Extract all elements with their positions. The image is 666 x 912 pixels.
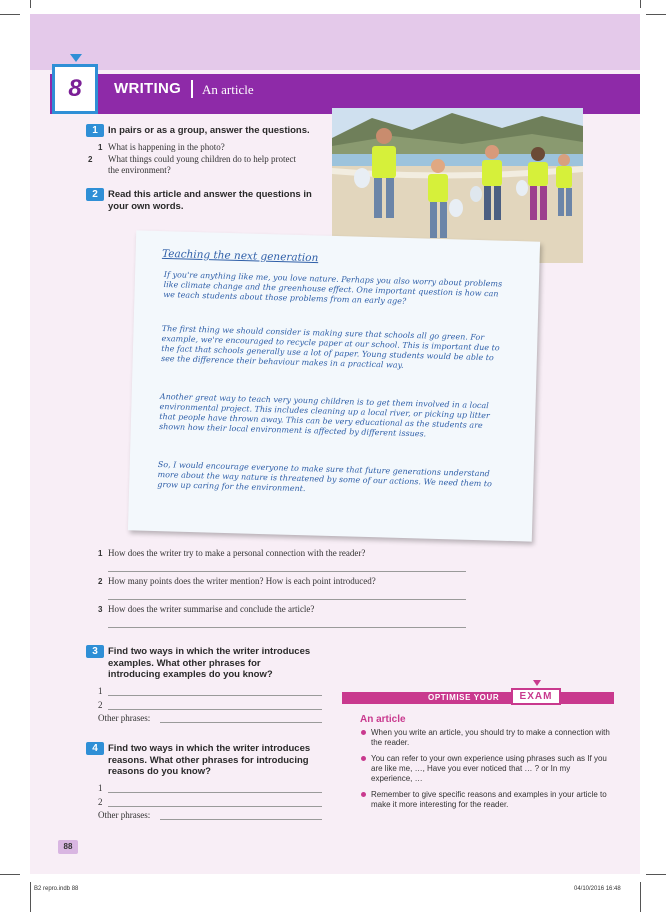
section-subtitle: An article xyxy=(202,82,254,97)
exercise-instruction: Find two ways in which the writer introduces reasons. What other phrases for introducing reasons do you know? xyxy=(108,743,311,777)
bullet-icon xyxy=(361,756,366,761)
page-number: 88 xyxy=(58,840,78,854)
article-paragraph: If you're anything like me, you love nature. Perhaps you also worry about problems like climate change and the greenhouse effect. One important question is how can we teach students about those problems from an early age? xyxy=(163,270,503,306)
exam-tip-heading: An article xyxy=(360,714,406,725)
question-text: How does the writer summarise and conclude the article? xyxy=(108,604,315,614)
crop-mark xyxy=(646,14,666,15)
title-divider xyxy=(191,80,193,98)
footer-timestamp: 04/10/2016 16:48 xyxy=(574,886,621,892)
article-paragraph: Another great way to teach very young children is to get them involved in a local environmental project. This includes cleaning up a local river, or picking up litter that people have thrown away. This can be very educational as the students are shown how their local environment is affected by different issues. xyxy=(158,392,490,439)
blank-label: 2 xyxy=(98,700,103,710)
exercise-instruction: In pairs or as a group, answer the questions. xyxy=(108,125,310,136)
crop-mark xyxy=(0,14,20,15)
other-phrases-label: Other phrases: xyxy=(98,713,151,723)
article-title: Teaching the next generation xyxy=(161,247,319,265)
crop-mark xyxy=(640,0,641,8)
bullet-icon xyxy=(361,730,366,735)
answer-line[interactable] xyxy=(108,709,322,710)
exercise-instruction: Read this article and answer the questions in your own words. xyxy=(108,189,312,212)
question xyxy=(98,576,478,587)
unit-marker-icon xyxy=(70,54,82,62)
blank-label: 1 xyxy=(98,686,103,696)
crop-mark xyxy=(640,882,641,912)
exam-tip-text: Remember to give specific reasons and examples in your article to make it more interesting for the reader. xyxy=(371,790,607,809)
exercise-number: 3 xyxy=(86,645,104,658)
question xyxy=(98,604,478,615)
exam-tip xyxy=(361,728,611,748)
unit-number: 8 xyxy=(68,75,82,102)
article-paragraph: So, I would encourage everyone to make sure that future generations understand more about the way nature is threatened by some of our actions. We need them to grow up caring for the environment. xyxy=(157,460,493,494)
answer-line[interactable] xyxy=(108,627,466,628)
answer-line[interactable] xyxy=(108,806,322,807)
bullet-icon xyxy=(361,792,366,797)
crop-mark xyxy=(30,882,31,912)
answer-line[interactable] xyxy=(108,599,466,600)
question-number: 1 xyxy=(98,549,103,558)
exam-badge: EXAM xyxy=(511,688,561,705)
blank-label: 1 xyxy=(98,783,103,793)
answer-line[interactable] xyxy=(108,792,322,793)
article-paragraph: The first thing we should consider is making sure that schools all go green. For example, we're encouraged to recycle paper at our school. This is important due to the fact that schools generally use a lot of paper. Young students would be able to see the difference their behaviour makes in a practical way. xyxy=(160,324,500,370)
exam-tip-text: When you write an article, you should try to make a connection with the reader. xyxy=(371,728,610,747)
exam-marker-icon xyxy=(533,680,541,686)
question-number: 2 xyxy=(88,155,93,164)
answer-line[interactable] xyxy=(160,819,322,820)
exercise-number: 1 xyxy=(86,124,104,137)
question xyxy=(88,154,298,176)
question-number: 2 xyxy=(98,577,103,586)
exercise-instruction: Find two ways in which the writer introduces examples. What other phrases for introducing examples do you know? xyxy=(108,646,311,680)
exam-tip-label: OPTIMISE YOUR xyxy=(428,693,500,702)
question-text: What is happening in the photo? xyxy=(108,142,225,152)
answer-line[interactable] xyxy=(108,695,322,696)
exam-tip xyxy=(361,790,611,810)
exercise-number: 2 xyxy=(86,188,104,201)
question-number: 3 xyxy=(98,605,103,614)
question-text: How does the writer try to make a personal connection with the reader? xyxy=(108,548,366,558)
question-text: How many points does the writer mention? How is each point introduced? xyxy=(108,576,376,586)
question xyxy=(98,142,318,153)
answer-line[interactable] xyxy=(160,722,322,723)
crop-mark xyxy=(0,874,20,875)
top-band xyxy=(30,14,640,70)
footer-file-info: B2 repro.indb 88 xyxy=(34,886,79,892)
exam-tip xyxy=(361,754,611,784)
unit-number-box xyxy=(52,64,98,114)
crop-mark xyxy=(646,874,666,875)
other-phrases-label: Other phrases: xyxy=(98,810,151,820)
crop-mark xyxy=(30,0,31,8)
question-number: 1 xyxy=(98,143,103,152)
question-text: What things could young children do to help protect the environment? xyxy=(108,154,296,175)
textbook-page xyxy=(30,14,640,874)
exercise-number: 4 xyxy=(86,742,104,755)
answer-line[interactable] xyxy=(108,571,466,572)
section-title: WRITING xyxy=(114,80,182,97)
blank-label: 2 xyxy=(98,797,103,807)
exam-tip-text: You can refer to your own experience using phrases such as If you are like me, …, Have you ever noticed that … ? or In my experience, … xyxy=(371,754,607,783)
question xyxy=(98,548,478,559)
